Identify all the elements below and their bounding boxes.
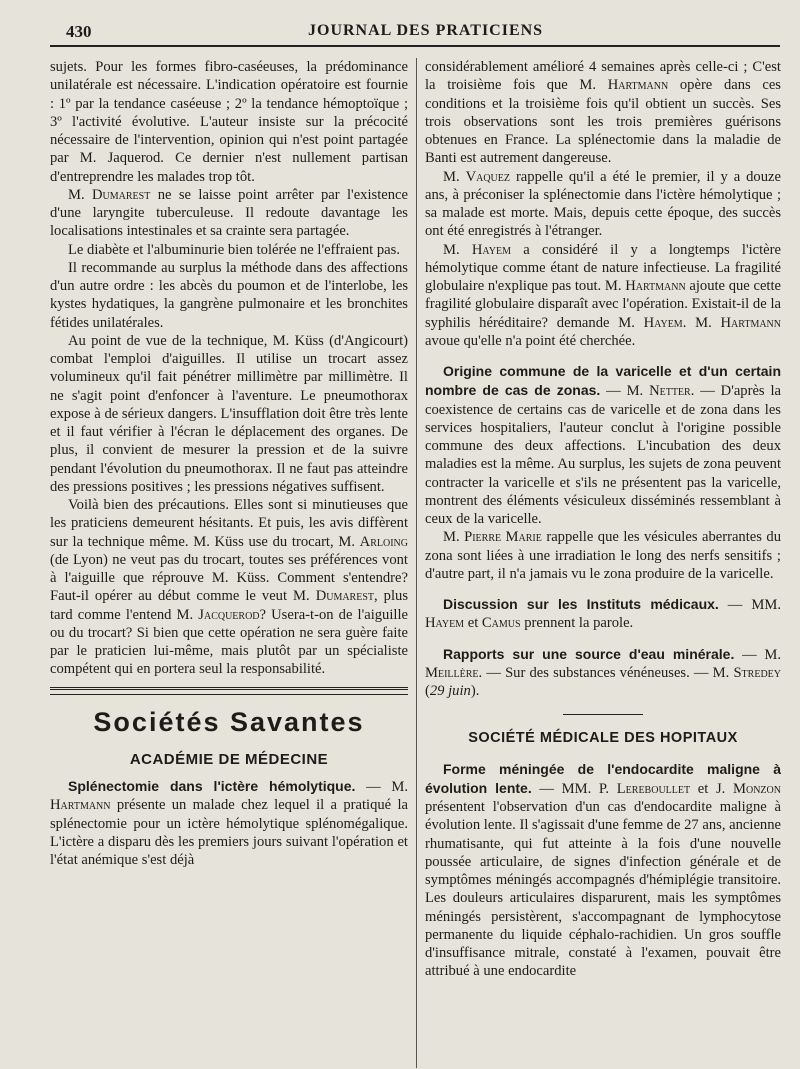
paragraph-text: ? Usera-t-on de l'aiguille ou du trocart? Si bien que cette opération ne sera guère faite par le praticien lui-même, mais plutôt par un spécialiste compétent qui en portera seul la responsabilité. xyxy=(50,606,408,678)
header-rule xyxy=(50,45,780,47)
page-number: 430 xyxy=(66,22,92,41)
article-meningee xyxy=(425,760,781,981)
person-name: Hayem xyxy=(471,241,511,258)
paragraph-text: et J. xyxy=(690,780,733,797)
person-name: Meillère xyxy=(425,664,479,681)
paragraph-text: M. xyxy=(443,241,472,258)
paragraph-text: prennent la parole. xyxy=(520,615,634,632)
person-name: Camus xyxy=(481,615,521,632)
right-column xyxy=(425,58,781,1069)
paragraph: sujets. Pour les formes fibro-caséeuses, la prédominance unilatérale est nécessaire. L'indication opératoire est fournie : 1º par la tendance caséeuse ; 2º la tendance hémoptoïque ; 3º l'activité évolutive. L'auteur insiste sur la précocité nécessaire de l'intervention, opinion qui n'est point partagée par M. Jaquerod. Ce dernier n'est nullement partisan d'entreprendre les malades trop tôt. xyxy=(50,59,408,185)
paragraph xyxy=(425,58,781,168)
article-rapports xyxy=(425,645,781,701)
societies-section xyxy=(50,687,408,870)
paragraph: Il recommande au surplus la méthode dans des affections d'un autre ordre : les abcès du poumon et de l'interlobe, les kystes hydatiques, la gangrène pulmonaire et les bronchites fétides unilatérales. xyxy=(50,259,408,331)
paragraph-text: considérablement amélioré 4 semaines après celle-ci ; C'est la troisième fois que M. xyxy=(425,59,781,94)
paragraph-text: Voilà bien des précautions. Elles sont si minutieuses que les praticiens demeurent hésitants. Et puis, les avis diffèrent sur la technique même. M. Küss use du trocart, M. xyxy=(50,497,408,550)
smh-title: SOCIÉTÉ MÉDICALE DES HOPITAUX xyxy=(468,730,738,747)
paragraph-text: ajoute que cette fragilité globulaire disparaît avec l'opération. Existait-il de la syphilis héréditaire? demande M. xyxy=(425,278,782,331)
person-name: Stredey xyxy=(733,664,781,681)
paragraph xyxy=(425,241,781,351)
article-discussion xyxy=(425,595,781,633)
paragraph-text: ne se laisse point arrêter par l'existence d'une laryngite tuberculeuse. Il redoute davantage les localisations intestinales et sa crainte sera partagée. xyxy=(50,186,408,240)
paragraph-text: a considéré il y a longtemps l'ictère hémolytique comme étant de nature infectieuse. La fragilité globulaire n'explique pas tout. M. xyxy=(425,241,781,294)
section-rule xyxy=(563,714,643,715)
person-name: Jacquerod xyxy=(198,606,260,623)
paragraph-text: présente un malade chez lequel il a pratiqué la splénectomie pour un ictère hémolytique splénomégalique. L'ictère a disparu dès les premiers jours suivant l'opération et l'état anémique s'est déjà xyxy=(50,797,408,868)
person-name: Dumarest xyxy=(315,588,375,605)
session-date: 29 juin xyxy=(429,683,471,699)
academie-title: ACADÉMIE DE MÉDECINE xyxy=(129,750,329,768)
person-name: Hartmann xyxy=(720,314,781,331)
paragraph-text: — MM. P. xyxy=(531,780,617,797)
paragraph: Au point de vue de la technique, M. Küss (d'Angicourt) combat l'emploi d'aiguilles. Il utilise un trocart assez volumineux qu'il fait pénétrer millimètre par millimètre. Il ne s'agit point d'enfoncer à l'aventure. Le pneumothorax expose à de sérieux dangers. L'insufflation doit être très lente et il faut vérifier à l'écran le déplacement des organes. De plus, il convient de mesurer la pression et de la suivre pendant l'évolution du pneumothorax. Il ne faut pas atteindre des pressions positives ; les pressions négatives suffisent. xyxy=(50,332,408,495)
person-name: Hartmann xyxy=(50,797,111,814)
paragraph-text: M. xyxy=(443,529,465,546)
paragraph: Le diabète et l'albuminurie bien tolérée ne l'effraient pas. xyxy=(68,241,400,258)
article-title: Origine commune de la varicelle et d'un certain nombre de cas de zonas. xyxy=(425,363,781,399)
paragraph-text: rappelle que les vésicules aberrantes du zona sont liées à une irradiation le long des nerfs sensitifs ; d'autre part, il n'a jamais vu le zona produire de la varicelle. xyxy=(425,529,781,582)
article-splenectomie xyxy=(50,777,408,869)
person-name: Netter xyxy=(649,383,691,400)
person-name: Hartmann xyxy=(625,278,686,294)
person-name: Monzon xyxy=(733,780,781,797)
societies-title: Sociétés Savantes xyxy=(93,706,365,737)
section-rule xyxy=(50,687,408,690)
paragraph-text: , plus tard comme l'entend M. xyxy=(50,588,408,623)
paragraph-text: . — Sur des substances vénéneuses. — M. xyxy=(478,664,734,681)
paragraph-text: ( xyxy=(425,683,430,699)
paragraph-text: rappelle qu'il a été le premier, il y a douze ans, à préconiser la splénectomie dans l'ictère hémolytique ; sa malade est morte. Mais, depuis cette époque, des succès ont été enregistrés à l'étranger. xyxy=(425,168,781,240)
column-divider xyxy=(416,58,417,1068)
page-header xyxy=(0,0,800,52)
article-varicelle xyxy=(425,362,781,528)
article-title: Splénectomie dans l'ictère hémolytique. xyxy=(68,778,356,794)
paragraph xyxy=(425,168,781,241)
paragraph xyxy=(50,496,408,679)
article-title: Forme méningée de l'endocardite maligne à évolution lente. xyxy=(425,760,781,796)
person-name: Arloing xyxy=(359,533,408,550)
person-name: Hartmann xyxy=(607,77,669,94)
paragraph-text: — M. xyxy=(355,779,409,795)
paragraph-text: — M. xyxy=(734,646,782,663)
person-name: Hayem xyxy=(425,615,465,632)
paragraph-text: (de Lyon) ne veut pas du trocart, toutes ses préférences vont à l'aiguille que réprouve M. Küss. Comment s'entendre? Faut-il opérer au début comme le veut M. xyxy=(50,551,408,605)
paragraph xyxy=(425,528,781,583)
article-title: Discussion sur les Instituts médicaux. xyxy=(443,596,719,612)
paragraph-text: avoue qu'elle n'a point été cherchée. xyxy=(425,332,636,349)
article-title: Rapports sur une source d'eau minérale. xyxy=(443,645,735,662)
section-rule xyxy=(50,694,408,695)
paragraph-text: opère dans ces conditions et la troisième fois qu'il obtient un succès. Ses trois observations sont les trois premières guérisons obtenues en France. La splénectomie dans la maladie de Banti est autrement dangereuse. xyxy=(425,77,781,167)
paragraph-text: — M. xyxy=(600,383,650,400)
paragraph-text: . M. xyxy=(682,314,721,331)
journal-title: JOURNAL DES PRATICIENS xyxy=(308,22,544,39)
person-name: Vaquez xyxy=(465,168,510,185)
person-name: M. Dumarest xyxy=(68,186,151,203)
paragraph-text: — MM. xyxy=(718,597,781,613)
left-column xyxy=(50,58,408,1069)
paragraph xyxy=(50,186,408,241)
paragraph-text: ). xyxy=(470,683,480,699)
paragraph-text: . — D'après la coexistence de certains cas de varicelle et de zona dans les services hospitaliers, l'auteur conclut à l'origine possible commune des deux affections. L'incubation des deux maladies est la même. Au surplus, les sujets de zona peuvent contracter la varicelle et s'ils ne présentent pas la varicelle, montrent des éléments vésiculeux disséminés ressemblant à ceux de la varicelle. xyxy=(425,383,781,527)
paragraph-text: présentent l'observation d'un cas d'endocardite maligne à évolution lente. Il s'agissait d'une femme de 27 ans, ancienne rhumatisante, qui fut atteinte à la fois d'une nouvelle poussée articulaire, de signes d'infection générale et de symptômes méningés accompagnés d'hémiplégie transitoire. Les douleurs articulaires disparurent, mais les symptômes méningés persistèrent, s'accompagnant de lymphocytose permanente du liquide céphalo-rachidien. Un gros souffle d'insuffisance mitrale, constaté à l'examen, pouvait être attribué à une endocardite xyxy=(425,799,781,980)
person-name: Lereboullet xyxy=(616,780,691,797)
paragraph-text: M. xyxy=(443,168,466,185)
person-name: Pierre Marie xyxy=(464,529,542,546)
paragraph-text: et xyxy=(464,615,482,632)
person-name: Hayem xyxy=(643,314,683,331)
